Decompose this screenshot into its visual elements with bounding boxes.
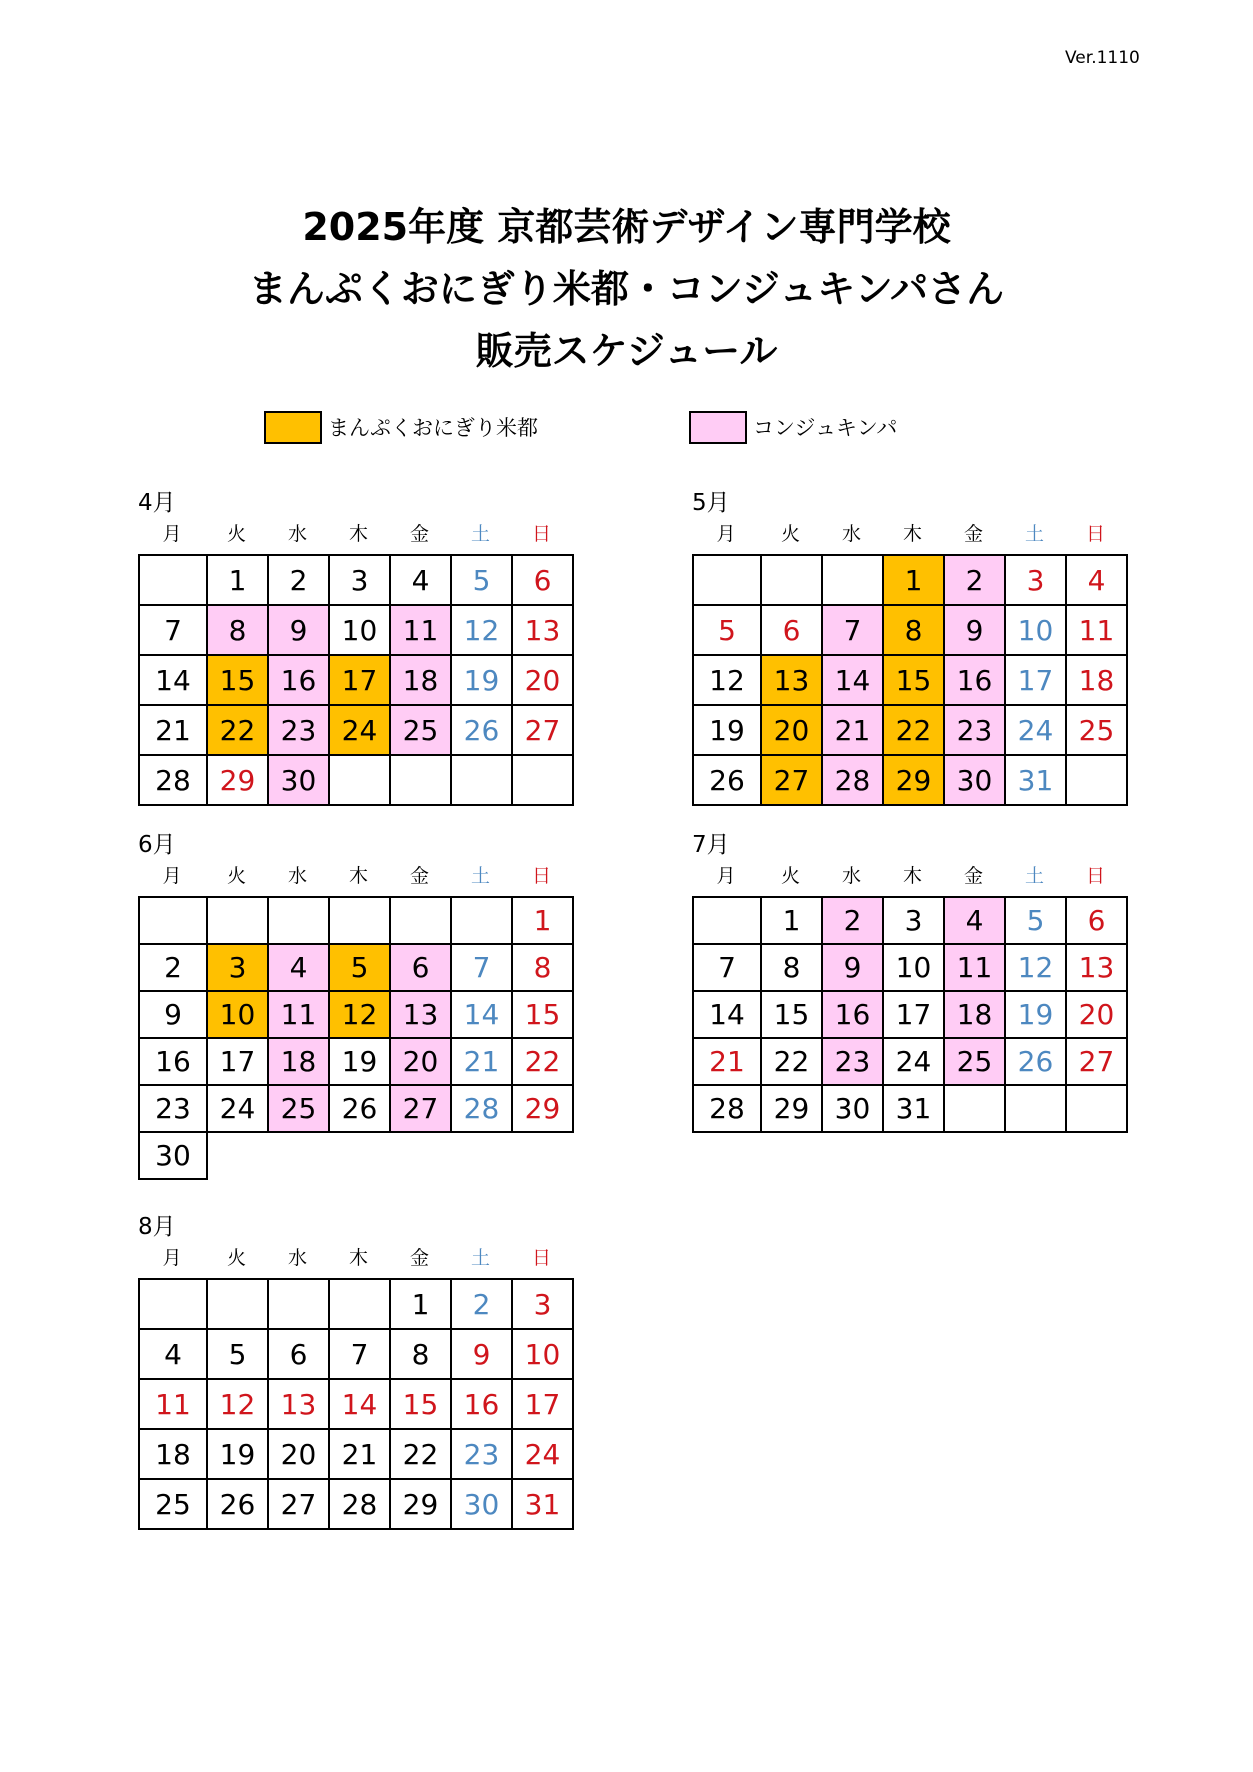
weekday-label: 土 xyxy=(1024,523,1044,545)
calendar-week-row xyxy=(139,755,573,805)
calendar-day-cell: 17 xyxy=(512,1379,573,1429)
calendar-week-row xyxy=(139,555,573,605)
calendar-day-cell: 28 xyxy=(451,1085,512,1132)
calendar-week-row xyxy=(139,705,573,755)
calendar-empty-cell xyxy=(761,555,822,605)
calendar-day-cell: 20 xyxy=(268,1429,329,1479)
calendar-day-cell: 25 xyxy=(139,1479,207,1529)
calendar-day-cell: 6 xyxy=(761,605,822,655)
calendar-week-row xyxy=(139,1479,573,1529)
calendar-spacer xyxy=(268,1132,329,1179)
calendar-grid xyxy=(138,554,574,806)
calendar-day-cell: 8 xyxy=(390,1329,451,1379)
weekday-label: 日 xyxy=(531,1247,551,1269)
calendar-day-cell: 21 xyxy=(693,1038,761,1085)
calendar-day-cell: 16 xyxy=(268,655,329,705)
calendar-day-cell: 18 xyxy=(944,991,1005,1038)
calendar-day-cell: 15 xyxy=(512,991,573,1038)
title-line-1: 2025年度 京都芸術デザイン専門学校 xyxy=(302,205,951,249)
calendar-spacer xyxy=(390,1132,451,1179)
calendar-day-cell: 4 xyxy=(268,944,329,991)
calendar-day-cell: 8 xyxy=(207,605,268,655)
month-calendar xyxy=(692,488,1128,806)
calendar-day-cell: 1 xyxy=(761,897,822,944)
calendar-day-cell: 18 xyxy=(268,1038,329,1085)
calendar-empty-cell xyxy=(1066,755,1127,805)
calendar-day-cell: 16 xyxy=(822,991,883,1038)
calendar-grid xyxy=(138,896,574,1180)
weekday-label: 月 xyxy=(716,523,736,545)
month-calendar xyxy=(138,830,574,1180)
calendar-day-cell: 6 xyxy=(512,555,573,605)
calendar-day-cell: 30 xyxy=(822,1085,883,1132)
calendar-day-cell: 17 xyxy=(883,991,944,1038)
calendar-day-cell: 10 xyxy=(329,605,390,655)
calendar-day-cell: 12 xyxy=(1005,944,1066,991)
calendar-day-cell: 9 xyxy=(268,605,329,655)
calendar-day-cell: 17 xyxy=(329,655,390,705)
calendar-day-cell: 27 xyxy=(761,755,822,805)
calendar-day-cell: 4 xyxy=(139,1329,207,1379)
calendar-day-cell: 24 xyxy=(512,1429,573,1479)
calendar-day-cell: 24 xyxy=(883,1038,944,1085)
calendar-grid xyxy=(138,1278,574,1530)
calendar-day-cell: 15 xyxy=(390,1379,451,1429)
month-calendar xyxy=(138,488,574,806)
weekday-header xyxy=(138,862,574,890)
calendar-day-cell: 30 xyxy=(451,1479,512,1529)
weekday-label: 月 xyxy=(162,865,182,887)
calendar-empty-cell xyxy=(451,755,512,805)
calendar-day-cell: 14 xyxy=(693,991,761,1038)
calendar-day-cell: 29 xyxy=(390,1479,451,1529)
calendar-day-cell: 14 xyxy=(822,655,883,705)
calendar-day-cell: 21 xyxy=(329,1429,390,1479)
weekday-label: 火 xyxy=(780,865,800,887)
calendar-day-cell: 4 xyxy=(390,555,451,605)
calendar-day-cell: 30 xyxy=(139,1132,207,1179)
calendar-week-row xyxy=(139,1379,573,1429)
calendar-day-cell: 27 xyxy=(1066,1038,1127,1085)
weekday-label: 木 xyxy=(348,865,368,887)
calendar-day-cell: 4 xyxy=(944,897,1005,944)
month-label: 5月 xyxy=(692,490,730,516)
calendar-day-cell: 24 xyxy=(329,705,390,755)
calendar-week-row xyxy=(139,1085,573,1132)
calendar-day-cell: 11 xyxy=(268,991,329,1038)
calendar-day-cell: 13 xyxy=(1066,944,1127,991)
calendar-empty-cell xyxy=(207,897,268,944)
calendar-week-row xyxy=(693,705,1127,755)
weekday-header xyxy=(692,520,1128,548)
weekday-label: 水 xyxy=(287,1247,307,1269)
calendar-empty-cell xyxy=(1005,1085,1066,1132)
month-label: 6月 xyxy=(138,832,176,858)
calendar-day-cell: 1 xyxy=(207,555,268,605)
weekday-label: 金 xyxy=(409,1247,429,1269)
calendar-day-cell: 6 xyxy=(390,944,451,991)
calendar-day-cell: 20 xyxy=(390,1038,451,1085)
calendar-day-cell: 26 xyxy=(451,705,512,755)
calendar-empty-cell xyxy=(693,897,761,944)
legend-swatch-kimbap xyxy=(689,411,747,444)
calendar-day-cell: 29 xyxy=(512,1085,573,1132)
weekday-label: 水 xyxy=(287,865,307,887)
legend-kimbap xyxy=(689,409,897,445)
calendar-week-row xyxy=(139,1329,573,1379)
weekday-label: 木 xyxy=(348,1247,368,1269)
month-calendar xyxy=(138,1212,574,1530)
calendar-week-row xyxy=(693,1085,1127,1132)
calendar-day-cell: 2 xyxy=(268,555,329,605)
weekday-header xyxy=(138,520,574,548)
calendar-empty-cell xyxy=(390,897,451,944)
calendar-week-row xyxy=(139,1038,573,1085)
calendar-week-row xyxy=(693,944,1127,991)
calendar-day-cell: 5 xyxy=(1005,897,1066,944)
weekday-label: 金 xyxy=(409,865,429,887)
calendar-day-cell: 17 xyxy=(1005,655,1066,705)
calendar-day-cell: 28 xyxy=(139,755,207,805)
calendar-empty-cell xyxy=(139,1279,207,1329)
calendar-day-cell: 5 xyxy=(451,555,512,605)
weekday-label: 水 xyxy=(841,523,861,545)
calendar-week-row xyxy=(139,1132,573,1179)
weekday-label: 日 xyxy=(531,523,551,545)
calendar-day-cell: 3 xyxy=(1005,555,1066,605)
calendar-day-cell: 19 xyxy=(1005,991,1066,1038)
calendar-grid xyxy=(692,554,1128,806)
calendar-spacer xyxy=(207,1132,268,1179)
calendar-day-cell: 5 xyxy=(207,1329,268,1379)
calendar-day-cell: 13 xyxy=(761,655,822,705)
weekday-label: 月 xyxy=(162,1247,182,1269)
calendar-day-cell: 18 xyxy=(390,655,451,705)
calendar-day-cell: 3 xyxy=(512,1279,573,1329)
calendar-day-cell: 23 xyxy=(822,1038,883,1085)
calendar-day-cell: 11 xyxy=(944,944,1005,991)
calendar-day-cell: 27 xyxy=(268,1479,329,1529)
calendar-day-cell: 25 xyxy=(944,1038,1005,1085)
calendar-day-cell: 1 xyxy=(390,1279,451,1329)
calendar-day-cell: 19 xyxy=(693,705,761,755)
calendar-empty-cell xyxy=(207,1279,268,1329)
weekday-label: 水 xyxy=(287,523,307,545)
calendar-day-cell: 23 xyxy=(451,1429,512,1479)
weekday-label: 土 xyxy=(470,865,490,887)
page-title xyxy=(0,196,1253,382)
calendar-spacer xyxy=(451,1132,512,1179)
calendar-day-cell: 22 xyxy=(512,1038,573,1085)
calendar-empty-cell xyxy=(512,755,573,805)
calendar-empty-cell xyxy=(329,897,390,944)
calendar-day-cell: 25 xyxy=(268,1085,329,1132)
calendar-day-cell: 13 xyxy=(512,605,573,655)
calendar-day-cell: 24 xyxy=(207,1085,268,1132)
calendar-day-cell: 16 xyxy=(944,655,1005,705)
calendar-day-cell: 11 xyxy=(390,605,451,655)
calendar-day-cell: 7 xyxy=(139,605,207,655)
calendar-week-row xyxy=(693,655,1127,705)
calendar-day-cell: 23 xyxy=(139,1085,207,1132)
calendar-day-cell: 11 xyxy=(1066,605,1127,655)
calendar-week-row xyxy=(139,897,573,944)
weekday-label: 金 xyxy=(963,523,983,545)
calendar-day-cell: 2 xyxy=(822,897,883,944)
calendar-day-cell: 11 xyxy=(139,1379,207,1429)
calendar-day-cell: 14 xyxy=(451,991,512,1038)
weekday-label: 金 xyxy=(409,523,429,545)
calendar-day-cell: 17 xyxy=(207,1038,268,1085)
calendar-day-cell: 19 xyxy=(329,1038,390,1085)
calendar-day-cell: 10 xyxy=(207,991,268,1038)
calendar-day-cell: 15 xyxy=(761,991,822,1038)
calendar-day-cell: 22 xyxy=(390,1429,451,1479)
weekday-label: 火 xyxy=(226,865,246,887)
month-calendar xyxy=(692,830,1128,1133)
legend-label-kimbap: コンジュキンパ xyxy=(753,416,898,440)
calendar-day-cell: 9 xyxy=(822,944,883,991)
calendar-day-cell: 9 xyxy=(139,991,207,1038)
calendar-day-cell: 3 xyxy=(883,897,944,944)
weekday-label: 金 xyxy=(963,865,983,887)
calendar-day-cell: 13 xyxy=(268,1379,329,1429)
weekday-header xyxy=(692,862,1128,890)
calendar-day-cell: 18 xyxy=(139,1429,207,1479)
calendar-day-cell: 6 xyxy=(1066,897,1127,944)
calendar-day-cell: 16 xyxy=(451,1379,512,1429)
calendar-day-cell: 20 xyxy=(512,655,573,705)
calendar-day-cell: 29 xyxy=(761,1085,822,1132)
calendar-empty-cell xyxy=(451,897,512,944)
calendar-day-cell: 10 xyxy=(512,1329,573,1379)
calendar-empty-cell xyxy=(944,1085,1005,1132)
calendar-week-row xyxy=(693,1038,1127,1085)
calendar-day-cell: 7 xyxy=(822,605,883,655)
calendar-empty-cell xyxy=(268,1279,329,1329)
weekday-label: 水 xyxy=(841,865,861,887)
weekday-label: 日 xyxy=(1085,865,1105,887)
legend-label-rice: まんぷくおにぎり米都 xyxy=(328,416,538,440)
calendar-spacer xyxy=(329,1132,390,1179)
weekday-label: 日 xyxy=(531,865,551,887)
calendar-grid xyxy=(692,896,1128,1133)
calendar-week-row xyxy=(139,655,573,705)
calendar-day-cell: 25 xyxy=(390,705,451,755)
calendar-day-cell: 31 xyxy=(512,1479,573,1529)
calendar-day-cell: 28 xyxy=(329,1479,390,1529)
calendar-day-cell: 2 xyxy=(139,944,207,991)
calendar-week-row xyxy=(139,605,573,655)
calendar-day-cell: 8 xyxy=(883,605,944,655)
calendar-day-cell: 13 xyxy=(390,991,451,1038)
calendar-day-cell: 12 xyxy=(329,991,390,1038)
calendar-day-cell: 7 xyxy=(329,1329,390,1379)
calendar-day-cell: 22 xyxy=(761,1038,822,1085)
calendar-day-cell: 10 xyxy=(883,944,944,991)
calendar-empty-cell xyxy=(139,555,207,605)
calendar-day-cell: 1 xyxy=(512,897,573,944)
calendar-day-cell: 31 xyxy=(1005,755,1066,805)
calendar-week-row xyxy=(139,1279,573,1329)
calendar-week-row xyxy=(139,1429,573,1479)
weekday-header xyxy=(138,1244,574,1272)
calendar-week-row xyxy=(693,555,1127,605)
calendar-day-cell: 15 xyxy=(207,655,268,705)
calendar-day-cell: 12 xyxy=(207,1379,268,1429)
calendar-day-cell: 23 xyxy=(944,705,1005,755)
calendar-day-cell: 21 xyxy=(822,705,883,755)
calendar-day-cell: 26 xyxy=(329,1085,390,1132)
calendar-week-row xyxy=(139,991,573,1038)
weekday-label: 日 xyxy=(1085,523,1105,545)
month-label: 4月 xyxy=(138,490,176,516)
calendar-day-cell: 5 xyxy=(329,944,390,991)
calendar-day-cell: 24 xyxy=(1005,705,1066,755)
calendar-day-cell: 12 xyxy=(693,655,761,705)
calendar-day-cell: 25 xyxy=(1066,705,1127,755)
title-line-2: まんぷくおにぎり米都・コンジュキンパさん xyxy=(248,267,1005,311)
calendar-day-cell: 28 xyxy=(693,1085,761,1132)
calendar-week-row xyxy=(693,897,1127,944)
calendar-empty-cell xyxy=(329,755,390,805)
calendar-week-row xyxy=(693,605,1127,655)
calendar-day-cell: 6 xyxy=(268,1329,329,1379)
weekday-label: 月 xyxy=(716,865,736,887)
calendar-day-cell: 2 xyxy=(451,1279,512,1329)
calendar-day-cell: 15 xyxy=(883,655,944,705)
calendar-day-cell: 8 xyxy=(761,944,822,991)
calendar-day-cell: 22 xyxy=(883,705,944,755)
calendar-day-cell: 23 xyxy=(268,705,329,755)
calendar-day-cell: 29 xyxy=(207,755,268,805)
weekday-label: 土 xyxy=(470,1247,490,1269)
calendar-empty-cell xyxy=(390,755,451,805)
calendar-week-row xyxy=(693,991,1127,1038)
calendar-day-cell: 7 xyxy=(693,944,761,991)
calendar-empty-cell xyxy=(693,555,761,605)
calendar-day-cell: 27 xyxy=(512,705,573,755)
calendar-day-cell: 10 xyxy=(1005,605,1066,655)
weekday-label: 木 xyxy=(348,523,368,545)
calendar-day-cell: 26 xyxy=(693,755,761,805)
calendar-day-cell: 28 xyxy=(822,755,883,805)
calendar-day-cell: 3 xyxy=(207,944,268,991)
legend-swatch-rice xyxy=(264,411,322,444)
calendar-day-cell: 29 xyxy=(883,755,944,805)
calendar-day-cell: 18 xyxy=(1066,655,1127,705)
calendar-day-cell: 26 xyxy=(207,1479,268,1529)
calendar-day-cell: 9 xyxy=(944,605,1005,655)
weekday-label: 火 xyxy=(780,523,800,545)
calendar-day-cell: 1 xyxy=(883,555,944,605)
title-line-3: 販売スケジュール xyxy=(475,329,778,373)
calendar-day-cell: 30 xyxy=(268,755,329,805)
weekday-label: 月 xyxy=(162,523,182,545)
calendar-empty-cell xyxy=(329,1279,390,1329)
calendar-day-cell: 21 xyxy=(451,1038,512,1085)
weekday-label: 火 xyxy=(226,523,246,545)
weekday-label: 木 xyxy=(902,523,922,545)
calendar-day-cell: 14 xyxy=(139,655,207,705)
month-label: 7月 xyxy=(692,832,730,858)
calendar-day-cell: 8 xyxy=(512,944,573,991)
calendar-day-cell: 19 xyxy=(207,1429,268,1479)
calendar-week-row xyxy=(139,944,573,991)
calendar-day-cell: 19 xyxy=(451,655,512,705)
calendar-empty-cell xyxy=(822,555,883,605)
calendar-day-cell: 22 xyxy=(207,705,268,755)
weekday-label: 火 xyxy=(226,1247,246,1269)
calendar-day-cell: 20 xyxy=(761,705,822,755)
weekday-label: 土 xyxy=(1024,865,1044,887)
calendar-day-cell: 30 xyxy=(944,755,1005,805)
calendar-day-cell: 7 xyxy=(451,944,512,991)
calendar-spacer xyxy=(512,1132,573,1179)
month-label: 8月 xyxy=(138,1214,176,1240)
calendar-day-cell: 9 xyxy=(451,1329,512,1379)
calendar-empty-cell xyxy=(268,897,329,944)
version-label: Ver.1110 xyxy=(1065,48,1140,68)
calendar-week-row xyxy=(693,755,1127,805)
calendar-empty-cell xyxy=(1066,1085,1127,1132)
calendar-day-cell: 26 xyxy=(1005,1038,1066,1085)
weekday-label: 木 xyxy=(902,865,922,887)
weekday-label: 土 xyxy=(470,523,490,545)
calendar-day-cell: 2 xyxy=(944,555,1005,605)
calendar-empty-cell xyxy=(139,897,207,944)
calendar-day-cell: 5 xyxy=(693,605,761,655)
calendar-day-cell: 12 xyxy=(451,605,512,655)
calendar-day-cell: 27 xyxy=(390,1085,451,1132)
calendar-day-cell: 21 xyxy=(139,705,207,755)
calendar-day-cell: 16 xyxy=(139,1038,207,1085)
calendar-day-cell: 31 xyxy=(883,1085,944,1132)
legend-rice xyxy=(264,409,538,445)
calendar-day-cell: 14 xyxy=(329,1379,390,1429)
calendar-day-cell: 20 xyxy=(1066,991,1127,1038)
calendar-day-cell: 3 xyxy=(329,555,390,605)
calendar-day-cell: 4 xyxy=(1066,555,1127,605)
